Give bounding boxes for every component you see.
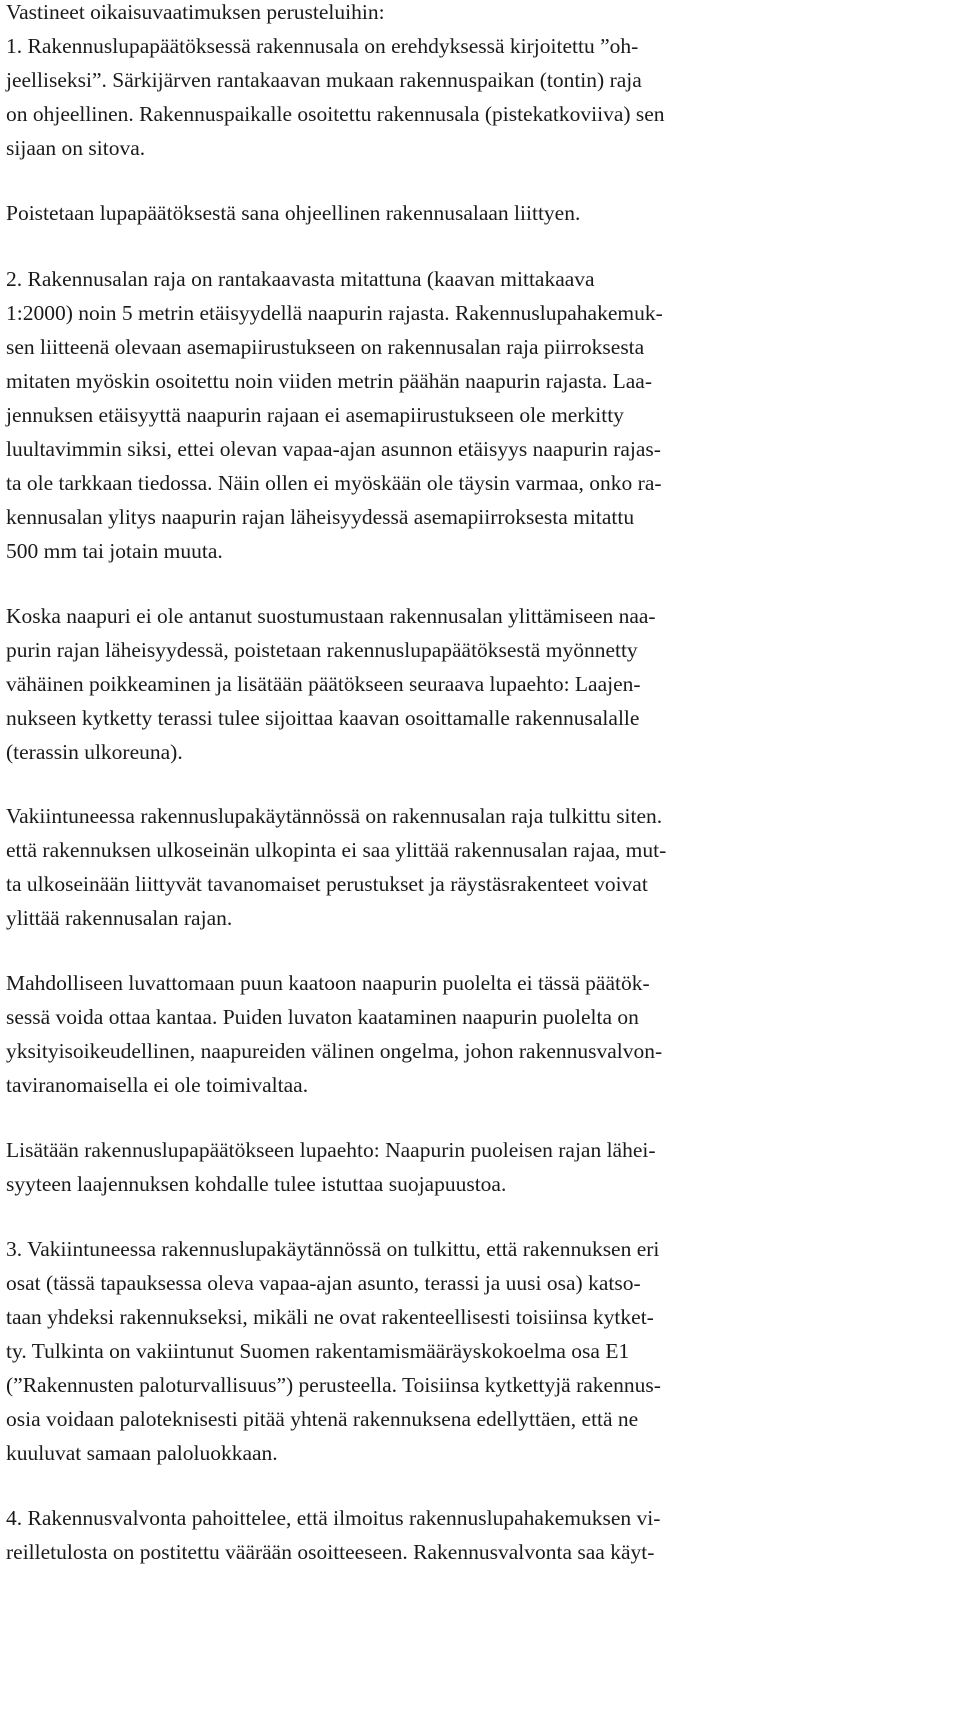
text-line: kennusalan ylitys naapurin rajan läheisyydessä asemapiirroksesta mitattu: [6, 505, 635, 529]
text-line: osia voidaan paloteknisesti pitää yhtenä rakennuksena edellyttäen, että ne: [6, 1407, 639, 1431]
text-line: 4. Rakennusvalvonta pahoittelee, että ilmoitus rakennuslupahakemuksen vi-: [6, 1506, 661, 1530]
text-line: taviranomaisella ei ole toimivaltaa.: [6, 1073, 309, 1097]
text-line: nukseen kytketty terassi tulee sijoittaa kaavan osoittamalle rakennusalalle: [6, 706, 640, 730]
text-line: ta ulkoseinään liittyvät tavanomaiset perustukset ja räystäsrakenteet voivat: [6, 872, 648, 896]
text-line: on ohjeellinen. Rakennuspaikalle osoitettu rakennusala (pistekatkoviiva) sen: [6, 102, 665, 126]
text-line: Vastineet oikaisuvaatimuksen perusteluihin:: [6, 0, 385, 24]
text-line: luultavimmin siksi, ettei olevan vapaa-ajan asunnon etäisyys naapurin rajas-: [6, 437, 661, 461]
text-line: (terassin ulkoreuna).: [6, 740, 183, 764]
text-line: ta ole tarkkaan tiedossa. Näin ollen ei myöskään ole täysin varmaa, onko ra-: [6, 471, 662, 495]
text-line: sijaan on sitova.: [6, 136, 146, 160]
text-line: Vakiintuneessa rakennuslupakäytännössä on rakennusalan raja tulkittu siten.: [6, 804, 663, 828]
text-line: sen liitteenä olevaan asemapiirustukseen on rakennusalan raja piirroksesta: [6, 335, 645, 359]
text-line: osat (tässä tapauksessa oleva vapaa-ajan asunto, terassi ja uusi osa) katso-: [6, 1271, 641, 1295]
text-line: (”Rakennusten paloturvallisuus”) perusteella. Toisiinsa kytkettyjä rakennus-: [6, 1373, 661, 1397]
text-line: 3. Vakiintuneessa rakennuslupakäytännössä on tulkittu, että rakennuksen eri: [6, 1237, 660, 1261]
text-line: jennuksen etäisyyttä naapurin rajaan ei asemapiirustukseen ole merkitty: [6, 403, 624, 427]
text-line: yksityisoikeudellinen, naapureiden välinen ongelma, johon rakennusvalvon-: [6, 1039, 663, 1063]
text-line: Lisätään rakennuslupapäätökseen lupaehto: Naapurin puoleisen rajan lähei-: [6, 1138, 656, 1162]
text-line: ty. Tulkinta on vakiintunut Suomen rakentamismääräyskokoelma osa E1: [6, 1339, 630, 1363]
text-line: syyteen laajennuksen kohdalle tulee istuttaa suojapuustoa.: [6, 1172, 507, 1196]
text-line: taan yhdeksi rakennukseksi, mikäli ne ovat rakenteellisesti toisiinsa kytket-: [6, 1305, 654, 1329]
text-line: purin rajan läheisyydessä, poistetaan rakennuslupapäätöksestä myönnetty: [6, 638, 638, 662]
text-line: Mahdolliseen luvattomaan puun kaatoon naapurin puolelta ei tässä päätök-: [6, 971, 650, 995]
text-line: reilletulosta on postitettu väärään osoitteeseen. Rakennusvalvonta saa käyt-: [6, 1540, 655, 1564]
text-line: sessä voida ottaa kantaa. Puiden luvaton kaataminen naapurin puolelta on: [6, 1005, 639, 1029]
text-line: jeelliseksi”. Särkijärven rantakaavan mukaan rakennuspaikan (tontin) raja: [6, 68, 642, 92]
text-line: 2. Rakennusalan raja on rantakaavasta mitattuna (kaavan mittakaava: [6, 267, 595, 291]
text-line: vähäinen poikkeaminen ja lisätään päätökseen seuraava lupaehto: Laajen-: [6, 672, 641, 696]
text-line: mitaten myöskin osoitettu noin viiden metrin päähän naapurin rajasta. Laa-: [6, 369, 653, 393]
text-line: Poistetaan lupapäätöksestä sana ohjeellinen rakennusalaan liittyen.: [6, 201, 581, 225]
text-line: 1. Rakennuslupapäätöksessä rakennusala on erehdyksessä kirjoitettu ”oh-: [6, 34, 639, 58]
text-line: 500 mm tai jotain muuta.: [6, 539, 223, 563]
text-line: Koska naapuri ei ole antanut suostumustaan rakennusalan ylittämiseen naa-: [6, 604, 656, 628]
text-line: kuuluvat samaan paloluokkaan.: [6, 1441, 278, 1465]
text-line: ylittää rakennusalan rajan.: [6, 906, 233, 930]
text-line: 1:2000) noin 5 metrin etäisyydellä naapurin rajasta. Rakennuslupahakemuk-: [6, 301, 663, 325]
text-line: että rakennuksen ulkoseinän ulkopinta ei saa ylittää rakennusalan rajaa, mut-: [6, 838, 667, 862]
